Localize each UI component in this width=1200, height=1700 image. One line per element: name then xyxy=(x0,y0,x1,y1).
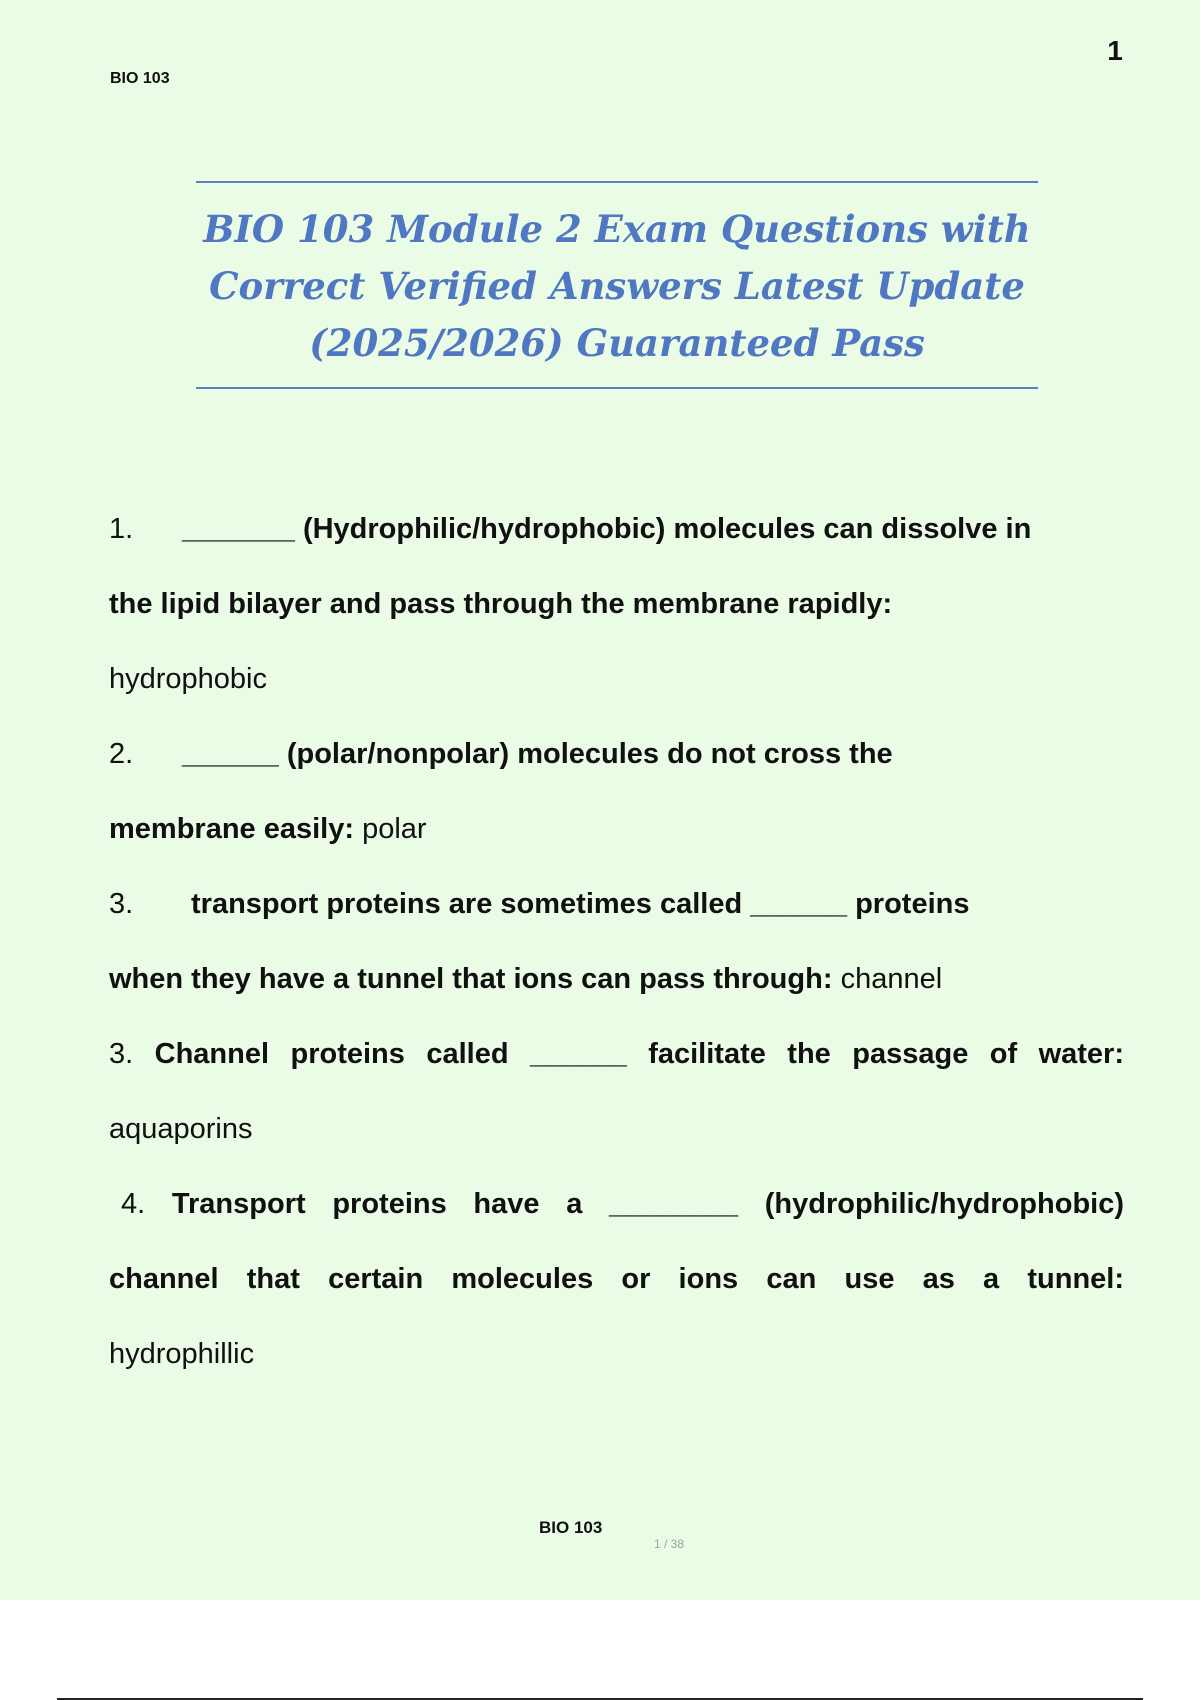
question-3b-number: 3. xyxy=(109,1038,134,1070)
question-2-text-part-2: membrane easily: xyxy=(109,813,355,845)
question-1-answer: hydrophobic xyxy=(109,663,267,695)
question-1-text-part-1: _______ (Hydrophilic/hydrophobic) molecules can dissolve in xyxy=(182,513,1032,545)
pdf-page-count: 1 / 38 xyxy=(654,1537,685,1551)
question-4-line-2: channel that certain molecules or ions can use as a tunnel: xyxy=(109,1263,1124,1295)
question-1-number: 1. xyxy=(109,513,134,545)
question-3-text-part-1: transport proteins are sometimes called ______ proteins xyxy=(191,888,970,920)
document-title: BIO 103 Module 2 Exam Questions with Correct Verified Answers Latest Update (2025/2026) Guaranteed Pass xyxy=(203,207,1031,365)
title-top-rule xyxy=(196,181,1038,183)
question-2-number: 2. xyxy=(109,738,134,770)
question-list xyxy=(109,492,1124,1392)
question-2-answer: polar xyxy=(362,813,427,845)
header-course-label: BIO 103 xyxy=(110,70,170,87)
footer-course-label: BIO 103 xyxy=(539,1518,603,1537)
page-number: 1 xyxy=(1107,35,1123,66)
question-4-line-1 xyxy=(109,1167,1124,1242)
question-4-text-part-1: Transport proteins have a ________ (hydrophilic/hydrophobic) xyxy=(171,1188,1124,1220)
question-3b-line-1 xyxy=(109,1017,1124,1092)
question-3-line-1 xyxy=(109,867,1124,942)
question-2-text-part-1: ______ (polar/nonpolar) molecules do not cross the xyxy=(182,738,893,770)
question-3-answer: channel xyxy=(840,963,943,995)
question-3b-text: Channel proteins called ______ facilitate the passage of water: xyxy=(154,1038,1124,1070)
question-2-line-2 xyxy=(109,792,1124,867)
question-4-answer: hydrophillic xyxy=(109,1338,255,1370)
question-1-line-2: the lipid bilayer and pass through the membrane rapidly: xyxy=(109,588,893,620)
title-bottom-rule xyxy=(196,387,1038,389)
question-3b-answer: aquaporins xyxy=(109,1113,253,1145)
question-1-line-1 xyxy=(109,492,1124,567)
question-3-number: 3. xyxy=(109,888,134,920)
question-3-line-2 xyxy=(109,942,1124,1017)
question-4-number: 4. xyxy=(121,1188,146,1220)
question-2-line-1 xyxy=(109,717,1124,792)
question-3-text-part-2: when they have a tunnel that ions can pass through: xyxy=(109,963,833,995)
